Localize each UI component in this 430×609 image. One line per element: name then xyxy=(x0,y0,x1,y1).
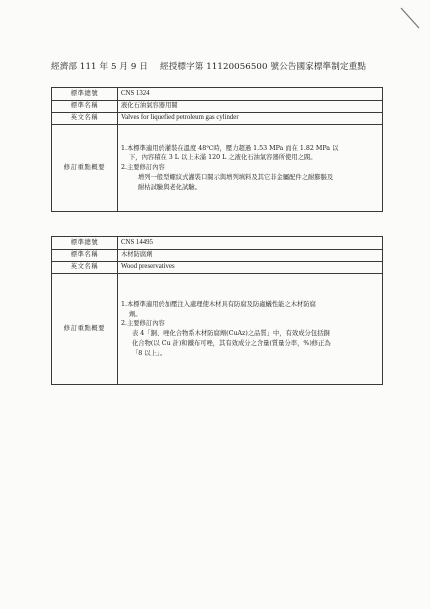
summary-item2-line2: 耐枯試驗與老化試驗。 xyxy=(138,183,201,191)
en-name-row xyxy=(52,112,383,125)
std-name-value: 液化石油氣容器用閥 xyxy=(118,100,383,112)
summary-item1-line1: 1.本標準適用於灌裝在溫度 48℃時，壓力超過 1.53 MPa 而在 1.82 MPa 以 xyxy=(121,144,339,152)
summary-value xyxy=(118,125,383,212)
standard-table-2 xyxy=(51,236,383,385)
summary-item2-title: 2.主要修訂內容 xyxy=(121,164,165,172)
summary-label: 修訂重點概要 xyxy=(52,125,118,212)
std-no-value: CNS 14495 xyxy=(118,237,383,250)
summary-value xyxy=(118,274,383,385)
std-no-value: CNS 1324 xyxy=(118,88,383,101)
std-name-row xyxy=(52,249,383,261)
en-name-value: Wood preservatives xyxy=(118,261,383,274)
std-no-row xyxy=(52,88,383,101)
summary-row xyxy=(52,125,383,212)
en-name-label: 英文名稱 xyxy=(52,261,118,274)
summary-item1-line2: 下，內容積在 3 L 以上未滿 120 L 之液化石油氣容器所使用之閥。 xyxy=(129,154,317,162)
en-name-value: Valves for liquefied petroleum gas cylinder xyxy=(118,112,383,125)
summary-item2-line3: 「8 以上」。 xyxy=(132,349,167,357)
en-name-row xyxy=(52,261,383,274)
summary-item2-title: 2.主要修訂內容 xyxy=(121,320,165,328)
document-reference: 經授標字第 11120056500 號公告國家標準制定重點 xyxy=(160,62,367,72)
std-name-row xyxy=(52,100,383,112)
summary-item1-line2: 劑。 xyxy=(129,310,142,318)
announcement-header xyxy=(51,60,391,72)
std-no-label: 標準總號 xyxy=(52,237,118,250)
std-name-value: 木材防腐劑 xyxy=(118,249,383,261)
summary-item2-line1: 增列一般型螺紋式灌裝口閥示與增列填料及其它非金屬配件之耐膨脹及 xyxy=(138,173,334,181)
issuer-date: 經濟部 111 年 5 月 9 日 xyxy=(51,62,148,72)
summary-row xyxy=(52,274,383,385)
std-name-label: 標準名稱 xyxy=(52,100,118,112)
std-no-label: 標準總號 xyxy=(52,88,118,101)
std-name-label: 標準名稱 xyxy=(52,249,118,261)
summary-label: 修訂重點概要 xyxy=(52,274,118,385)
en-name-label: 英文名稱 xyxy=(52,112,118,125)
summary-item2-line1: 表 4「銅、唑化合物系木材防腐劑(CuAz)之品質」中，有效成分包括銅 xyxy=(132,330,330,338)
corner-pen-mark xyxy=(399,6,421,30)
std-no-row xyxy=(52,237,383,250)
summary-item1-line1: 1.本標準適用於加壓注入處理使木材具有防腐及防蟲蟻性能之木材防腐 xyxy=(121,300,316,308)
standard-table-1 xyxy=(51,87,383,212)
summary-item2-line2: 化合物(以 Cu 計)和鐵布可唑，其有效成分之含量(質量分率，%)修正為 xyxy=(132,339,331,347)
